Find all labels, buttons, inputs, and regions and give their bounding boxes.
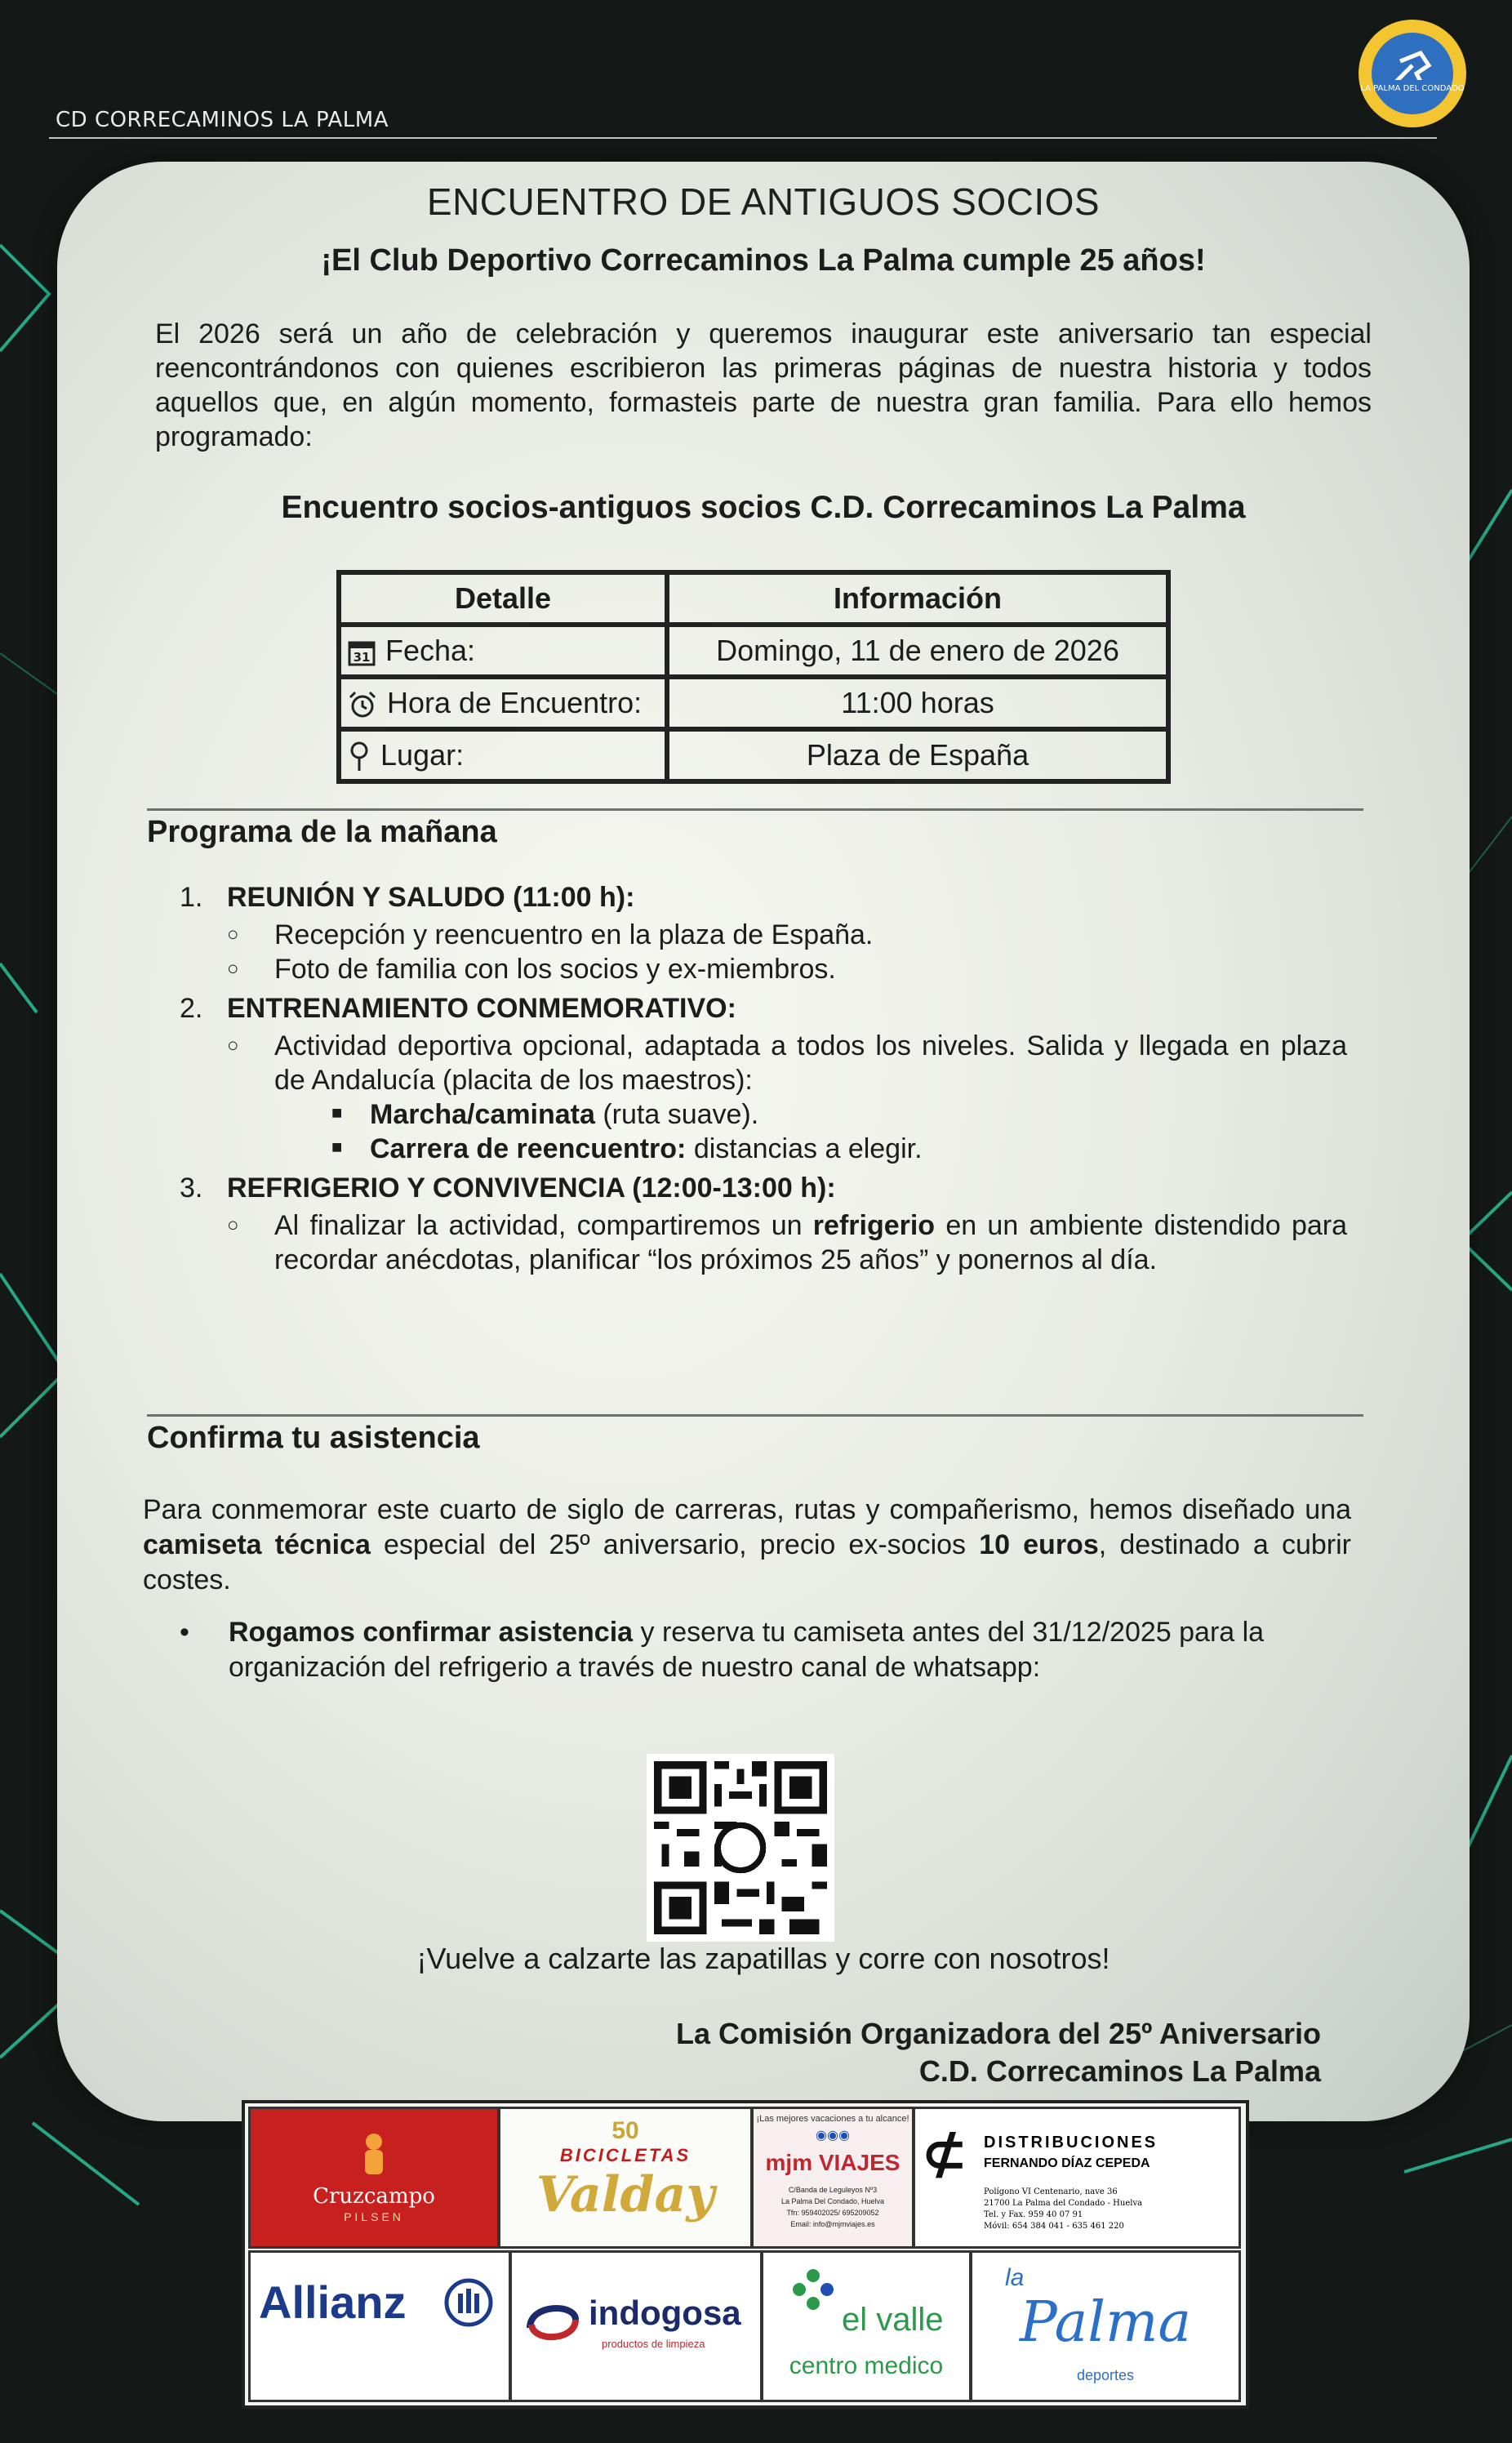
cruzcampo-label: Cruzcampo [313,2184,435,2209]
distribuciones-logo-icon: ⊄ [922,2123,967,2183]
header-divider [49,137,1437,139]
circle-bullet-icon: ○ [227,1214,239,1236]
distribuciones-title: DISTRIBUCIONES [984,2134,1158,2152]
lugar-value: Plaza de España [667,729,1168,781]
square-bullet-icon: ■ [331,1137,343,1157]
event-title: Encuentro socios-antiguos socios C.D. Correcaminos La Palma [281,490,1246,525]
signature-line-2: C.D. Correcaminos La Palma [918,2054,1321,2088]
cruzcampo-sub: PILSEN [344,2210,404,2223]
calendar-icon [348,639,376,666]
indogosa-swirl-icon [522,2295,584,2347]
program-sub-item: ○ Al finalizar la actividad, compartiremos un refrigerio en un ambiente distendido para recordar anécdotas, planificar “los próximos 25 años” y ponernos al día. [227,1210,1347,1275]
sponsor-distribuciones[interactable]: ⊄ DISTRIBUCIONES FERNANDO DÍAZ CEPEDA Polígono VI Centenario, nave 36 21700 La Palma del Condado - Huelva Tel. y Fax. 959 40 07 91 Móvil: 654 384 041 - 635 461 220 [913,2107,1241,2249]
la-palma-sub: deportes [1076,2367,1135,2383]
info-table [336,570,1171,784]
info-table-row [339,625,1168,677]
sponsor-indogosa[interactable] [509,2250,763,2402]
whatsapp-qr-code[interactable] [647,1754,834,1942]
sponsor-cruzcampo[interactable] [248,2107,500,2249]
el-valle-label: el valle [842,2302,944,2338]
fecha-value: Domingo, 11 de enero de 2026 [667,625,1168,677]
sponsor-valday[interactable] [498,2107,753,2249]
alarm-clock-icon [348,691,377,719]
announcement-card [57,162,1470,2121]
valday-label: Valday [536,2166,715,2223]
indogosa-label: indogosa [589,2294,741,2332]
mjm-globe-icon: ◉◉◉ [816,2129,850,2143]
program-item-number: 2. [180,993,203,1024]
club-logo [1355,16,1470,131]
sponsors-panel [242,2100,1249,2409]
page-title: ENCUENTRO DE ANTIGUOS SOCIOS [426,180,1101,223]
info-table-header-detalle: Detalle [339,572,667,625]
allianz-label: Allianz [259,2276,407,2328]
info-table-header-row [339,572,1168,625]
program-item-3 [180,1171,1347,1205]
program-item-number: 1. [180,882,203,913]
program-sub-sub-item: ■ Marcha/caminata (ruta suave). [180,1097,1347,1132]
mjm-tagline: ¡Las mejores vacaciones a tu alcance! [756,2114,909,2124]
intro-paragraph: El 2026 será un año de celebración y queremos inaugurar este aniversario tan especial reencontrándonos con quienes escribieron las primeras páginas de nuestra historia y todos aquellos que, en algún momento, formasteis parte de nuestra gran familia. Para ello hemos programado: [155,318,1372,452]
sponsor-mjm-viajes[interactable]: ¡Las mejores vacaciones a tu alcance! ◉◉◉ mjm VIAJES C/Banda de Leguleyos Nº3 La Palma Del Condado, Huelva Tfn: 959402025/ 695209052 Email: info@mjmviajes.es [751,2107,914,2249]
program-item-number: 3. [180,1173,203,1204]
el-valle-sub: centro medico [789,2352,944,2379]
indogosa-sub: productos de limpieza [602,2338,705,2350]
cruzcampo-emblem-icon [354,2130,394,2179]
signature-line-1: La Comisión Organizadora del 25º Aniversario [675,2017,1321,2050]
distribuciones-name: FERNANDO DÍAZ CEPEDA [984,2156,1150,2170]
signature [676,2015,1321,2090]
valday-50: 50 [611,2117,639,2144]
logo-caption: LA PALMA DEL CONDADO [1360,84,1465,93]
program-sub-item: ○ Actividad deportiva opcional, adaptada a todos los niveles. Salida y llegada en plaza de Andalucía (placita de los maestros): [227,1030,1347,1096]
section-divider [147,808,1363,811]
location-pin-icon [348,741,371,772]
program-item-2 [180,991,1347,1026]
sponsor-la-palma-deportes[interactable] [970,2250,1241,2402]
program-list [180,880,1347,1277]
sponsor-allianz[interactable] [248,2250,511,2402]
info-table-row [339,677,1168,729]
program-sub-item: ○ Recepción y reencuentro en la plaza de España. [227,919,874,950]
program-item-1 [180,880,1347,914]
program-item-heading: REUNIÓN Y SALUDO (11:00 h): [227,882,635,913]
circle-bullet-icon: ○ [227,1035,239,1057]
mjm-label: mjm VIAJES [765,2150,901,2175]
closing-message: ¡Vuelve a calzarte las zapatillas y corre con nosotros! [416,1942,1110,1975]
info-table-row [339,729,1168,781]
circle-bullet-icon: ○ [227,958,239,980]
bullet-icon: • [180,1617,189,1648]
square-bullet-icon: ■ [331,1102,343,1123]
confirm-title: Confirma tu asistencia [147,1421,480,1455]
circle-bullet-icon: ○ [227,923,239,946]
page-subtitle: ¡El Club Deportivo Correcaminos La Palma cumple 25 años! [321,243,1206,278]
la-palma-la: la [1005,2264,1025,2291]
hora-value: 11:00 horas [667,677,1168,729]
info-table-header-informacion: Información [667,572,1168,625]
program-sub-sub-item: ■ Carrera de reencuentro: distancias a elegir. [180,1132,1347,1166]
allianz-eagle-icon [443,2277,494,2328]
svg-text:31: 31 [353,650,371,665]
confirm-paragraph: Para conmemorar este cuarto de siglo de carreras, rutas y compañerismo, hemos diseñado una camiseta técnica especial del 25º aniversario, precio ex-socios 10 euros, destinado a cubrir costes. [143,1494,1352,1595]
hora-label: Hora de Encuentro: [387,686,643,719]
program-item-heading: REFRIGERIO Y CONVIVENCIA (12:00-13:00 h): [227,1173,836,1204]
club-header-name: CD CORRECAMINOS LA PALMA [56,108,389,132]
el-valle-cross-icon [791,2267,835,2312]
program-title: Programa de la mañana [147,815,497,849]
sponsor-el-valle[interactable] [761,2250,972,2402]
valday-bicicletas: BICICLETAS [559,2145,692,2165]
lugar-label: Lugar: [380,737,465,772]
program-item-heading: ENTRENAMIENTO CONMEMORATIVO: [227,993,736,1024]
program-sub-item: ○ Foto de familia con los socios y ex-miembros. [227,954,836,985]
confirm-bullet: • Rogamos confirmar asistencia y reserva tu camiseta antes del 31/12/2025 para la organización del refrigerio a través de nuestro canal de whatsapp: [180,1617,1265,1683]
section-divider [147,1414,1363,1417]
la-palma-label: Palma [1019,2290,1191,2355]
fecha-label: Fecha: [385,634,476,667]
